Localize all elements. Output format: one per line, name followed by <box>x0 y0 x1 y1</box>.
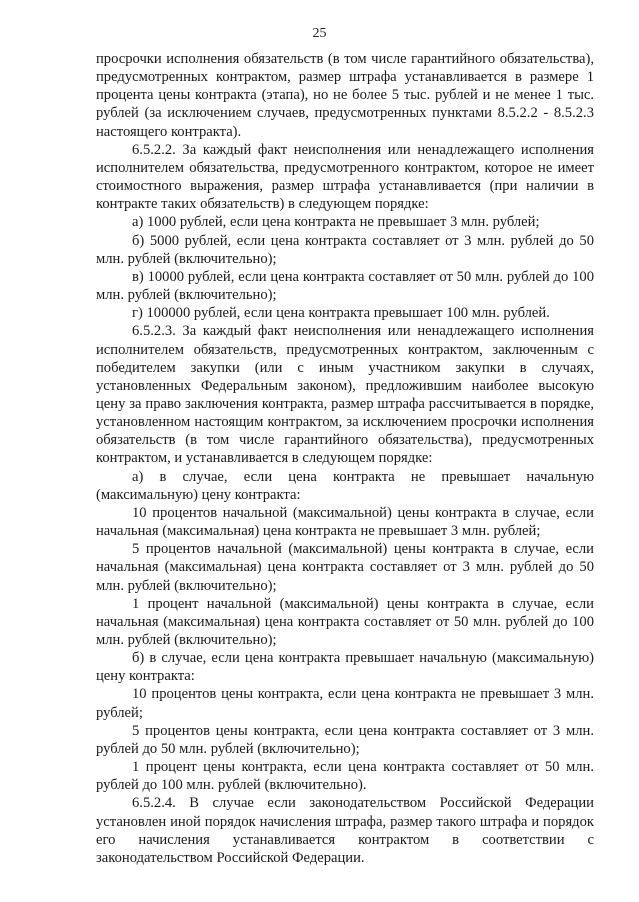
subclause-b-item-2: 5 процентов цены контракта, если цена контракта составляет от 3 млн. рублей до 50 млн. рублей (включительно); <box>96 722 594 757</box>
list-item-g: г) 100000 рублей, если цена контракта превышает 100 млн. рублей. <box>132 305 550 322</box>
subclause-b: б) в случае, если цена контракта превышает начальную (максимальную) цену контракта: <box>96 650 594 685</box>
list-item-a: а) 1000 рублей, если цена контракта не превышает 3 млн. рублей; <box>132 214 540 231</box>
list-item-b: б) 5000 рублей, если цена контракта составляет от 3 млн. рублей до 50 млн. рублей (включительно); <box>96 232 594 267</box>
subclause-a: а) в случае, если цена контракта не превышает начальную (максимальную) цену контракта: <box>96 468 594 503</box>
list-item-v: в) 10000 рублей, если цена контракта составляет от 50 млн. рублей до 100 млн. рублей (включительно); <box>96 268 594 304</box>
page-number: 25 <box>312 26 327 41</box>
paragraph-clause-6-5-2-4: 6.5.2.4. В случае если законодательством Российской Федерации установлен иной порядок начисления штрафа, размер такого штрафа и порядок его начисления устанавливается контрактом в соответствии с законодательством Российской Федерации. <box>96 795 594 866</box>
paragraph-continuation: просрочки исполнения обязательств (в том числе гарантийного обязательства), предусмотренных контрактом, размер штрафа устанавливается в размере 1 процента цены контракта (этапа), но не более 5 тыс. рублей и не менее 1 тыс. рублей (за исключением случаев, предусмотренных пунктами 8.5.2.2 - 8.5.2.3 настоящего контракта). <box>96 51 594 140</box>
paragraph-clause-6-5-2-2: 6.5.2.2. За каждый факт неисполнения или ненадлежащего исполнения исполнителем обязательства, предусмотренного контрактом, которое не имеет стоимостного выражения, размер штрафа устанавливается (при наличии в контракте таких обязательств) в следующем порядке: <box>96 141 594 213</box>
paragraph-clause-6-5-2-3: 6.5.2.3. За каждый факт неисполнения или ненадлежащего исполнения исполнителем обязательств, предусмотренных контрактом, заключенным с победителем закупки (или с иным участником закупки в случаях, установленных Федеральным законом), предложившим наиболее высокую цену за право заключения контракта, размер штрафа рассчитывается в порядке, установленном настоящим контрактом, за исключением просрочки исполнения обязательств (в том числе гарантийного обязательства), предусмотренных контрактом, и устанавливается в следующем порядке: <box>96 323 594 467</box>
subclause-a-item-2: 5 процентов начальной (максимальной) цены контракта в случае, если начальная (максимальная) цена контракта составляет от 3 млн. рублей до 50 млн. рублей (включительно); <box>96 541 594 594</box>
subclause-a-item-1: 10 процентов начальной (максимальной) цены контракта в случае, если начальная (максимальная) цена контракта не превышает 3 млн. рублей; <box>96 504 594 540</box>
subclause-b-item-1: 10 процентов цены контракта, если цена контракта не превышает 3 млн. рублей; <box>96 686 594 721</box>
subclause-a-item-3: 1 процент начальной (максимальной) цены контракта в случае, если начальная (максимальная) цена контракта составляет от 50 млн. рублей до 100 млн. рублей (включительно); <box>96 595 594 648</box>
subclause-b-item-3: 1 процент цены контракта, если цена контракта составляет от 50 млн. рублей до 100 млн. рублей (включительно). <box>96 759 594 794</box>
document-body <box>96 50 594 867</box>
